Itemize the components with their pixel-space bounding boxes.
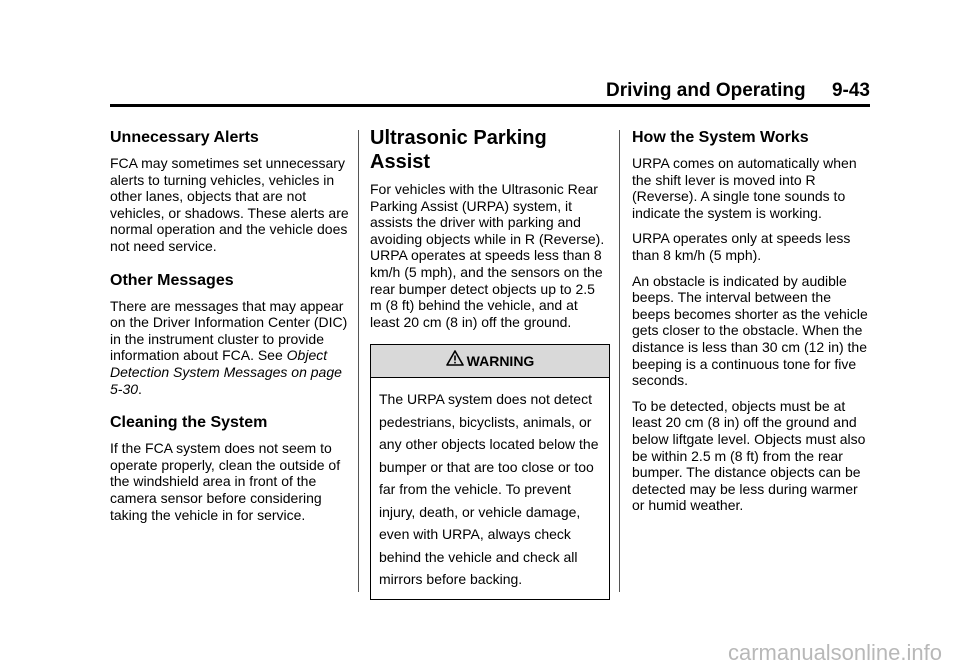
warning-header bbox=[371, 345, 609, 378]
paragraph-other-messages bbox=[110, 298, 350, 398]
paragraph-unnecessary-alerts: FCA may sometimes set unnecessary alerts to turning vehicles, vehicles in other lanes, objects that are not vehicles, or shadows. These alerts are normal operation and the vehicle does not need service. bbox=[110, 155, 349, 254]
warning-text: The URPA system does not detect pedestrians, bicyclists, animals, or any other objects located below the bumper or that are too close or too far from the vehicle. To prevent injury, death, or vehicle damage, even with URPA, always check behind the vehicle and check all mirrors before backing. bbox=[379, 391, 599, 588]
paragraph-ultrasonic-parking-assist: For vehicles with the Ultrasonic Rear Parking Assist (URPA) system, it assists the driver with parking and avoiding objects while in R (Reverse). URPA operates at speeds less than 8 km/h (5 mph), and the sensors on the rear bumper detect objects up to 2.5 m (8 ft) behind the vehicle, and at least 20 cm (8 in) off the ground. bbox=[370, 181, 605, 330]
heading-cleaning-the-system: Cleaning the System bbox=[110, 414, 268, 432]
warning-body bbox=[371, 378, 609, 599]
warning-title: WARNING bbox=[466, 353, 535, 370]
column-middle bbox=[370, 118, 610, 600]
paragraph-how-it-works-1: URPA comes on automatically when the shift lever is moved into R (Reverse). A single tone sounds to indicate the system is working. bbox=[632, 155, 857, 221]
warning-triangle-icon bbox=[446, 345, 464, 377]
heading-other-messages: Other Messages bbox=[110, 271, 234, 289]
paragraph-how-it-works-4: To be detected, objects must be at least 20 cm (8 in) off the ground and below liftgate level. Objects must also be within 2.5 m (8 ft) from the rear bumper. The distance objects can be detected may be less during warmer or humid weather. bbox=[632, 397, 866, 514]
paragraph-cleaning-the-system: If the FCA system does not seem to operate properly, clean the outside of the windshield area in front of the camera sensor before considering taking the vehicle in for service. bbox=[110, 440, 341, 523]
column-divider bbox=[358, 130, 359, 592]
column-divider bbox=[619, 130, 620, 592]
heading-ultrasonic-parking-assist: Ultrasonic Parking Assist bbox=[370, 127, 547, 173]
cross-reference-link[interactable]: Object Detection System Messages on page 5-30 bbox=[110, 347, 342, 397]
paragraph-how-it-works-2: URPA operates only at speeds less than 8 km/h (5 mph). bbox=[632, 230, 851, 263]
paragraph-how-it-works-3: An obstacle is indicated by audible beeps. The interval between the beeps becomes shorter as the vehicle gets closer to the obstacle. When the distance is less than 30 cm (12 in) the beeping is a continuous tone for five seconds. bbox=[632, 272, 868, 389]
other-messages-text: There are messages that may appear on the Driver Information Center (DIC) in the instrument cluster to provide information about FCA. See bbox=[110, 297, 348, 364]
page-header bbox=[110, 80, 870, 104]
header-rule bbox=[110, 104, 870, 107]
warning-box bbox=[370, 344, 610, 600]
column-left bbox=[110, 118, 350, 532]
heading-unnecessary-alerts: Unnecessary Alerts bbox=[110, 129, 259, 146]
page-title: Driving and Operating 9-43 bbox=[606, 80, 870, 101]
other-messages-period: . bbox=[138, 380, 142, 397]
heading-how-the-system-works: How the System Works bbox=[632, 129, 809, 146]
column-right bbox=[632, 118, 872, 523]
watermark: carmanualsonline.info bbox=[727, 640, 942, 665]
